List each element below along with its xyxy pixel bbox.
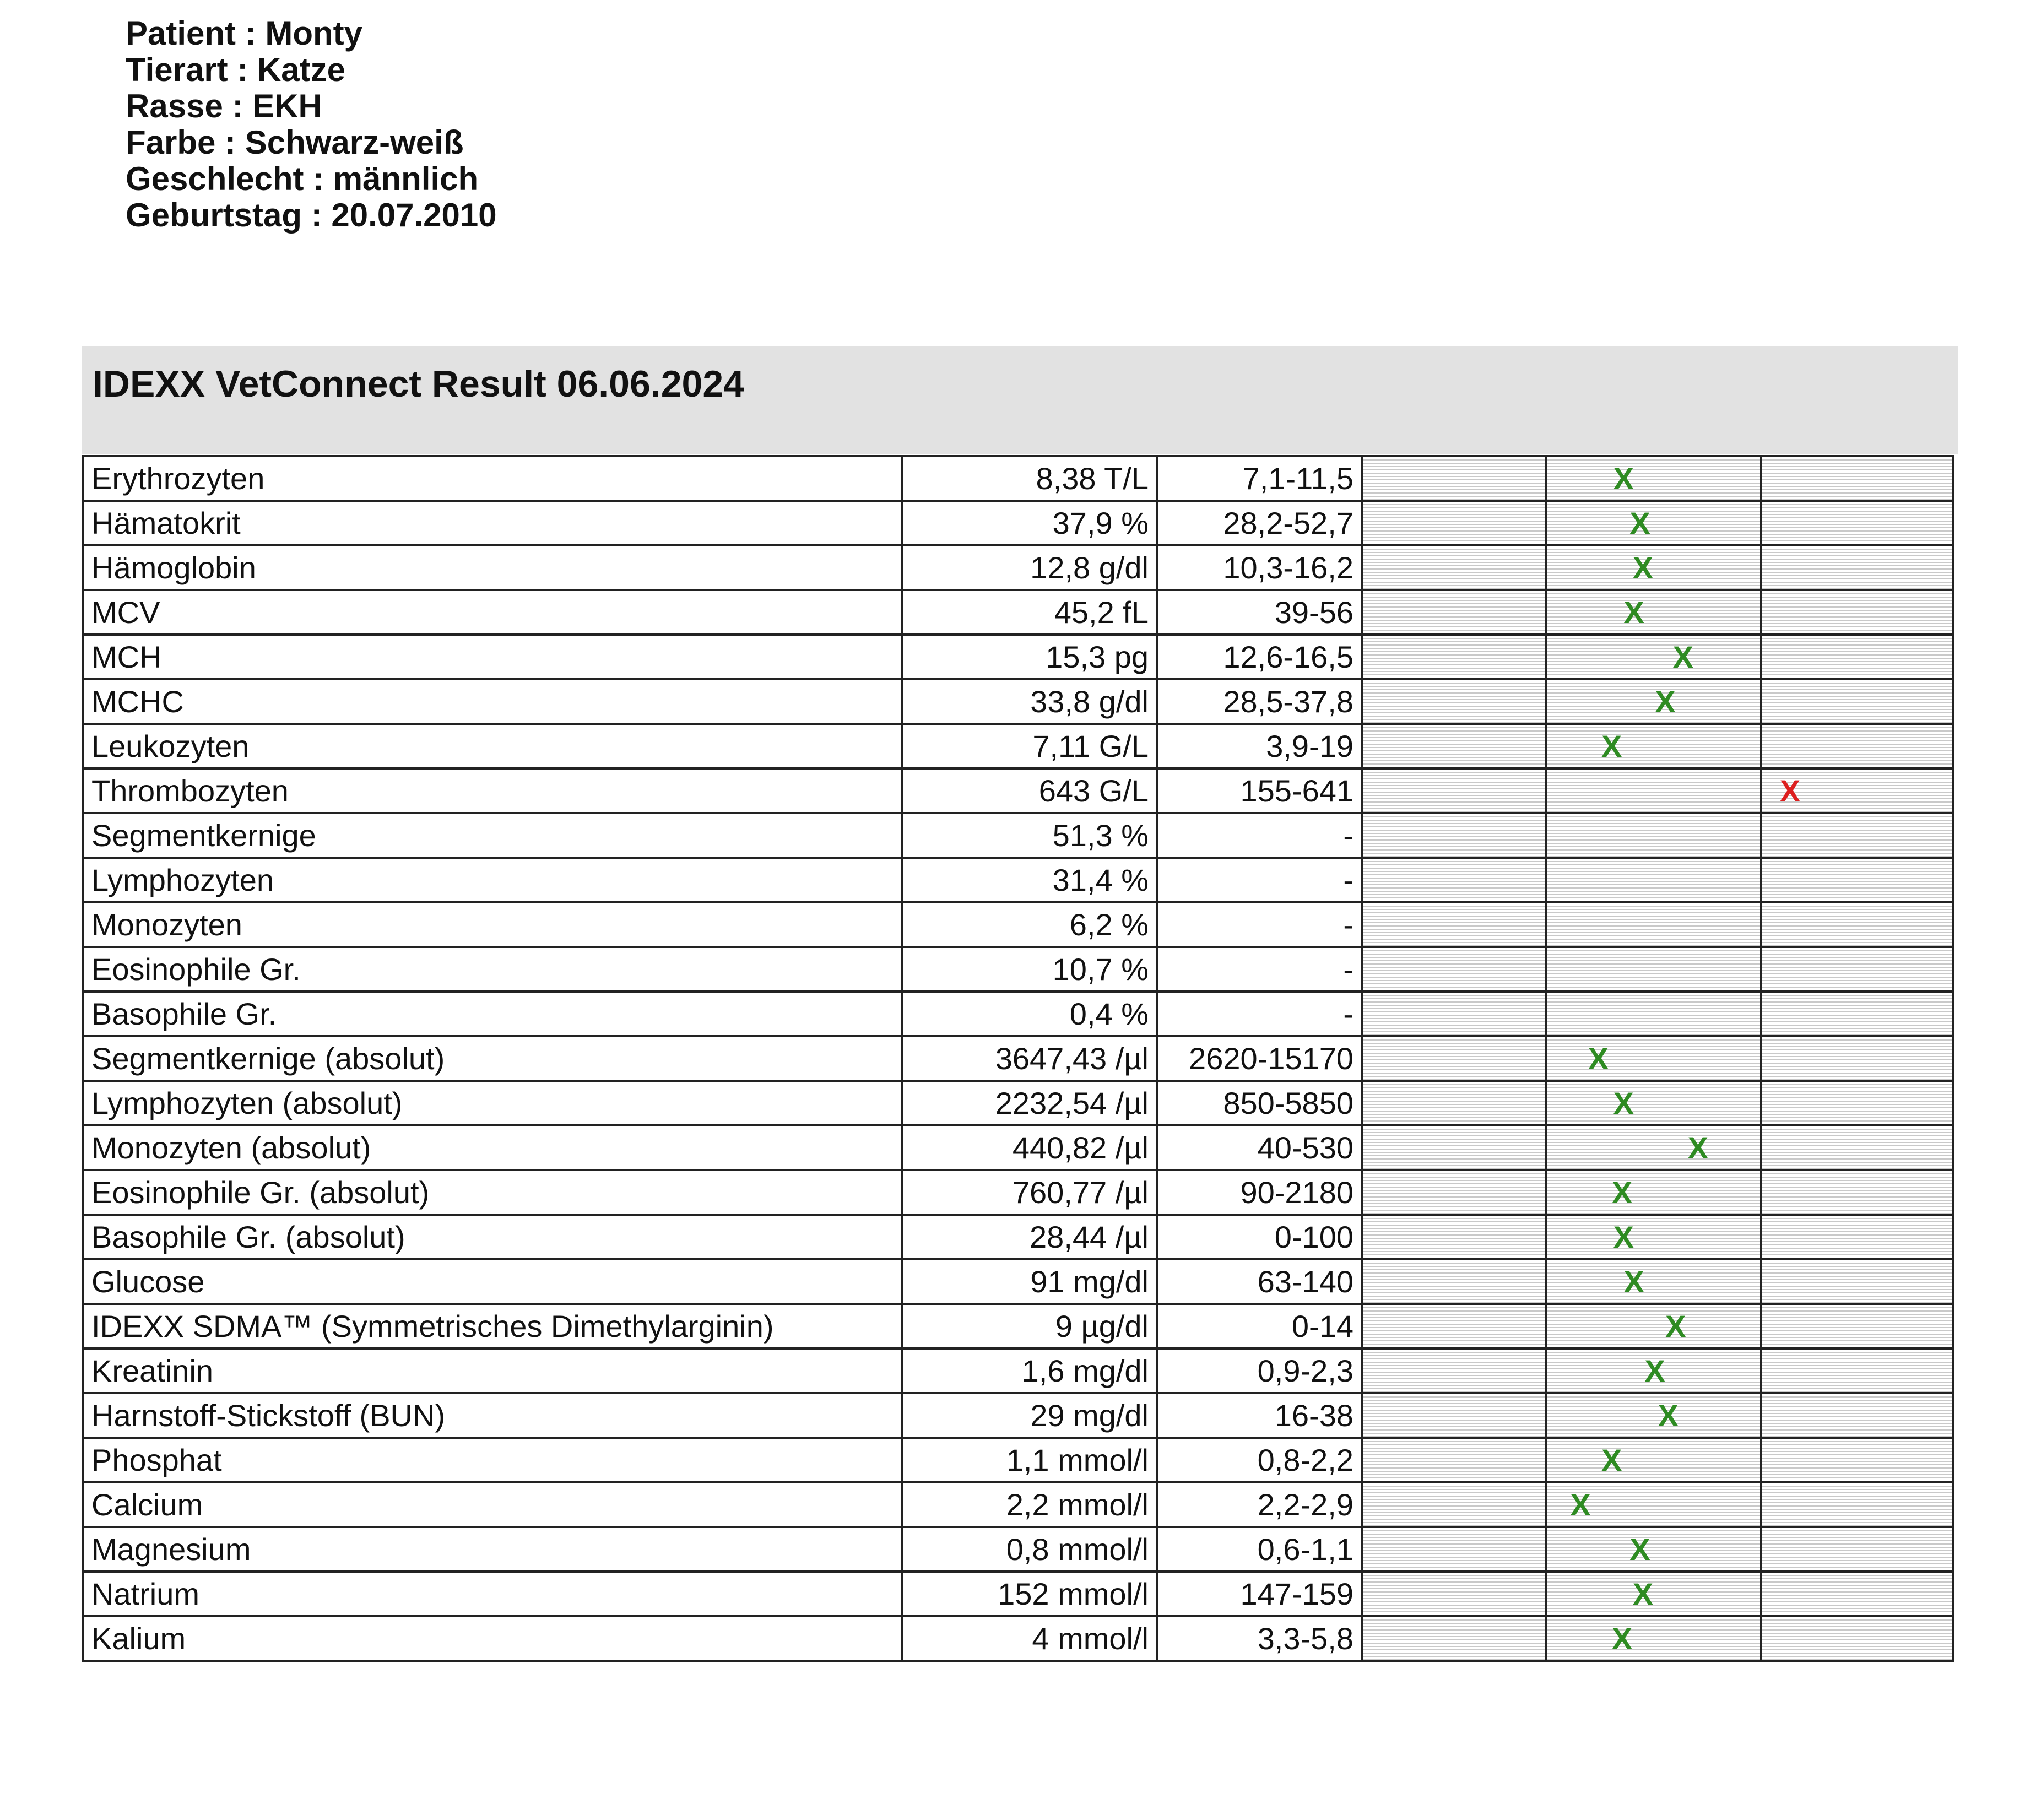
- result-value: 51,3 %: [902, 813, 1157, 858]
- high-zone: [1761, 590, 1953, 635]
- table-row: [83, 1215, 1953, 1259]
- low-zone: [1362, 545, 1546, 590]
- normal-zone: [1546, 1036, 1761, 1081]
- parameter-name: Kalium: [83, 1616, 902, 1661]
- parameter-name: Kreatinin: [83, 1348, 902, 1393]
- normal-zone: [1546, 724, 1761, 768]
- low-zone: [1362, 1616, 1546, 1661]
- table-row: [83, 1482, 1953, 1527]
- normal-mark-icon: X: [1632, 550, 1654, 585]
- normal-mark-icon: X: [1613, 461, 1634, 496]
- reference-range: 39-56: [1157, 590, 1362, 635]
- parameter-name: Thrombozyten: [83, 768, 902, 813]
- normal-zone: [1546, 1081, 1761, 1125]
- normal-zone: [1546, 1438, 1761, 1482]
- reference-range: 0,9-2,3: [1157, 1348, 1362, 1393]
- result-value: 8,38 T/L: [902, 456, 1157, 501]
- patient-line: Geschlecht : männlich: [126, 160, 479, 197]
- normal-mark-icon: X: [1613, 1085, 1634, 1120]
- normal-zone: [1546, 813, 1761, 858]
- high-zone: [1761, 1348, 1953, 1393]
- high-zone: [1761, 1393, 1953, 1438]
- result-value: 9 µg/dl: [902, 1304, 1157, 1348]
- result-value: 152 mmol/l: [902, 1572, 1157, 1616]
- result-value: 37,9 %: [902, 501, 1157, 545]
- parameter-name: Harnstoff-Stickstoff (BUN): [83, 1393, 902, 1438]
- result-value: 7,11 G/L: [902, 724, 1157, 768]
- result-value: 45,2 fL: [902, 590, 1157, 635]
- parameter-name: Magnesium: [83, 1527, 902, 1572]
- table-row: [83, 1304, 1953, 1348]
- normal-zone: [1546, 1170, 1761, 1215]
- high-zone: [1761, 1527, 1953, 1572]
- high-zone: [1761, 1572, 1953, 1616]
- normal-zone: [1546, 1304, 1761, 1348]
- table-row: [83, 1438, 1953, 1482]
- parameter-name: Eosinophile Gr.: [83, 947, 902, 992]
- table-row: [83, 902, 1953, 947]
- table-row: [83, 1125, 1953, 1170]
- table-row: [83, 1348, 1953, 1393]
- low-zone: [1362, 947, 1546, 992]
- normal-mark-icon: X: [1588, 1041, 1609, 1076]
- results-table: [82, 455, 1954, 1662]
- low-zone: [1362, 1036, 1546, 1081]
- result-value: 6,2 %: [902, 902, 1157, 947]
- reference-range: 10,3-16,2: [1157, 545, 1362, 590]
- abnormal-mark-icon: X: [1779, 773, 1801, 808]
- low-zone: [1362, 456, 1546, 501]
- normal-mark-icon: X: [1644, 1353, 1665, 1388]
- table-row: [83, 724, 1953, 768]
- normal-mark-icon: X: [1658, 1398, 1679, 1433]
- result-value: 29 mg/dl: [902, 1393, 1157, 1438]
- reference-range: -: [1157, 902, 1362, 947]
- patient-info: [126, 15, 497, 234]
- patient-line: Patient : Monty: [126, 15, 362, 52]
- result-value: 10,7 %: [902, 947, 1157, 992]
- normal-zone: [1546, 1572, 1761, 1616]
- normal-zone: [1546, 902, 1761, 947]
- parameter-name: Eosinophile Gr. (absolut): [83, 1170, 902, 1215]
- normal-mark-icon: X: [1613, 1219, 1634, 1254]
- report-header: [82, 346, 1958, 454]
- table-row: [83, 501, 1953, 545]
- high-zone: [1761, 501, 1953, 545]
- table-row: [83, 947, 1953, 992]
- reference-range: 16-38: [1157, 1393, 1362, 1438]
- table-row: [83, 992, 1953, 1036]
- low-zone: [1362, 768, 1546, 813]
- parameter-name: Erythrozyten: [83, 456, 902, 501]
- normal-mark-icon: X: [1687, 1130, 1708, 1165]
- high-zone: [1761, 456, 1953, 501]
- reference-range: 40-530: [1157, 1125, 1362, 1170]
- reference-range: 0,6-1,1: [1157, 1527, 1362, 1572]
- reference-range: 0-100: [1157, 1215, 1362, 1259]
- result-value: 31,4 %: [902, 858, 1157, 902]
- high-zone: [1761, 1259, 1953, 1304]
- low-zone: [1362, 590, 1546, 635]
- parameter-name: MCHC: [83, 679, 902, 724]
- reference-range: 2,2-2,9: [1157, 1482, 1362, 1527]
- parameter-name: MCH: [83, 635, 902, 679]
- high-zone: [1761, 813, 1953, 858]
- reference-range: 0-14: [1157, 1304, 1362, 1348]
- reference-range: 28,2-52,7: [1157, 501, 1362, 545]
- result-value: 15,3 pg: [902, 635, 1157, 679]
- patient-line: Farbe : Schwarz-weiß: [126, 124, 464, 161]
- low-zone: [1362, 1125, 1546, 1170]
- normal-mark-icon: X: [1570, 1487, 1591, 1522]
- low-zone: [1362, 858, 1546, 902]
- table-row: [83, 635, 1953, 679]
- reference-range: 3,9-19: [1157, 724, 1362, 768]
- parameter-name: Hämatokrit: [83, 501, 902, 545]
- normal-zone: [1546, 679, 1761, 724]
- high-zone: [1761, 1616, 1953, 1661]
- low-zone: [1362, 1527, 1546, 1572]
- low-zone: [1362, 1259, 1546, 1304]
- normal-mark-icon: X: [1611, 1174, 1633, 1210]
- reference-range: -: [1157, 947, 1362, 992]
- low-zone: [1362, 1438, 1546, 1482]
- result-value: 1,1 mmol/l: [902, 1438, 1157, 1482]
- normal-zone: [1546, 1616, 1761, 1661]
- table-row: [83, 1616, 1953, 1661]
- normal-zone: [1546, 1482, 1761, 1527]
- reference-range: 0,8-2,2: [1157, 1438, 1362, 1482]
- parameter-name: Basophile Gr. (absolut): [83, 1215, 902, 1259]
- reference-range: 147-159: [1157, 1572, 1362, 1616]
- normal-mark-icon: X: [1629, 505, 1650, 540]
- patient-line: Rasse : EKH: [126, 88, 322, 124]
- parameter-name: Monozyten: [83, 902, 902, 947]
- result-value: 440,82 /µl: [902, 1125, 1157, 1170]
- result-value: 33,8 g/dl: [902, 679, 1157, 724]
- low-zone: [1362, 1348, 1546, 1393]
- normal-zone: [1546, 501, 1761, 545]
- normal-zone: [1546, 456, 1761, 501]
- parameter-name: Segmentkernige: [83, 813, 902, 858]
- normal-mark-icon: X: [1672, 639, 1693, 674]
- low-zone: [1362, 635, 1546, 679]
- table-row: [83, 813, 1953, 858]
- normal-mark-icon: X: [1601, 1442, 1622, 1477]
- parameter-name: Hämoglobin: [83, 545, 902, 590]
- result-value: 91 mg/dl: [902, 1259, 1157, 1304]
- high-zone: [1761, 545, 1953, 590]
- low-zone: [1362, 1393, 1546, 1438]
- normal-mark-icon: X: [1632, 1576, 1654, 1611]
- normal-mark-icon: X: [1611, 1621, 1633, 1656]
- normal-zone: [1546, 1259, 1761, 1304]
- parameter-name: Segmentkernige (absolut): [83, 1036, 902, 1081]
- normal-zone: [1546, 1348, 1761, 1393]
- table-row: [83, 590, 1953, 635]
- patient-line: Tierart : Katze: [126, 51, 346, 88]
- low-zone: [1362, 1170, 1546, 1215]
- low-zone: [1362, 1572, 1546, 1616]
- normal-zone: [1546, 1527, 1761, 1572]
- parameter-name: Basophile Gr.: [83, 992, 902, 1036]
- reference-range: -: [1157, 858, 1362, 902]
- low-zone: [1362, 813, 1546, 858]
- parameter-name: Leukozyten: [83, 724, 902, 768]
- normal-zone: [1546, 768, 1761, 813]
- reference-range: -: [1157, 992, 1362, 1036]
- report-title: IDEXX VetConnect Result 06.06.2024: [93, 363, 744, 405]
- result-value: 4 mmol/l: [902, 1616, 1157, 1661]
- result-value: 2,2 mmol/l: [902, 1482, 1157, 1527]
- normal-zone: [1546, 1125, 1761, 1170]
- reference-range: 155-641: [1157, 768, 1362, 813]
- high-zone: [1761, 902, 1953, 947]
- result-value: 12,8 g/dl: [902, 545, 1157, 590]
- result-value: 643 G/L: [902, 768, 1157, 813]
- normal-mark-icon: X: [1601, 728, 1622, 763]
- high-zone: [1761, 1036, 1953, 1081]
- low-zone: [1362, 1081, 1546, 1125]
- result-value: 3647,43 /µl: [902, 1036, 1157, 1081]
- normal-mark-icon: X: [1623, 594, 1644, 630]
- reference-range: 63-140: [1157, 1259, 1362, 1304]
- table-row: [83, 1393, 1953, 1438]
- result-value: 1,6 mg/dl: [902, 1348, 1157, 1393]
- high-zone: [1761, 858, 1953, 902]
- parameter-name: Glucose: [83, 1259, 902, 1304]
- table-row: [83, 1259, 1953, 1304]
- high-zone: [1761, 1081, 1953, 1125]
- low-zone: [1362, 1482, 1546, 1527]
- reference-range: 90-2180: [1157, 1170, 1362, 1215]
- table-row: [83, 1081, 1953, 1125]
- high-zone: [1761, 724, 1953, 768]
- table-row: [83, 1527, 1953, 1572]
- high-zone: [1761, 1438, 1953, 1482]
- table-row: [83, 858, 1953, 902]
- normal-mark-icon: X: [1655, 684, 1676, 719]
- parameter-name: Monozyten (absolut): [83, 1125, 902, 1170]
- high-zone: [1761, 1215, 1953, 1259]
- normal-zone: [1546, 1215, 1761, 1259]
- reference-range: 2620-15170: [1157, 1036, 1362, 1081]
- high-zone: [1761, 679, 1953, 724]
- low-zone: [1362, 679, 1546, 724]
- low-zone: [1362, 1215, 1546, 1259]
- high-zone: [1761, 1304, 1953, 1348]
- normal-zone: [1546, 858, 1761, 902]
- parameter-name: IDEXX SDMA™ (Symmetrisches Dimethylarginin): [83, 1304, 902, 1348]
- reference-range: 7,1-11,5: [1157, 456, 1362, 501]
- normal-zone: [1546, 992, 1761, 1036]
- reference-range: 3,3-5,8: [1157, 1616, 1362, 1661]
- low-zone: [1362, 992, 1546, 1036]
- normal-zone: [1546, 947, 1761, 992]
- normal-zone: [1546, 545, 1761, 590]
- table-row: [83, 1572, 1953, 1616]
- low-zone: [1362, 724, 1546, 768]
- high-zone: [1761, 768, 1953, 813]
- high-zone: [1761, 992, 1953, 1036]
- parameter-name: Phosphat: [83, 1438, 902, 1482]
- normal-mark-icon: X: [1623, 1264, 1644, 1299]
- result-value: 0,4 %: [902, 992, 1157, 1036]
- table-row: [83, 1036, 1953, 1081]
- result-value: 760,77 /µl: [902, 1170, 1157, 1215]
- normal-zone: [1546, 635, 1761, 679]
- low-zone: [1362, 1304, 1546, 1348]
- table-row: [83, 456, 1953, 501]
- table-row: [83, 679, 1953, 724]
- parameter-name: MCV: [83, 590, 902, 635]
- reference-range: 850-5850: [1157, 1081, 1362, 1125]
- high-zone: [1761, 635, 1953, 679]
- result-value: 0,8 mmol/l: [902, 1527, 1157, 1572]
- parameter-name: Lymphozyten (absolut): [83, 1081, 902, 1125]
- high-zone: [1761, 1482, 1953, 1527]
- reference-range: 12,6-16,5: [1157, 635, 1362, 679]
- parameter-name: Natrium: [83, 1572, 902, 1616]
- normal-zone: [1546, 590, 1761, 635]
- normal-mark-icon: X: [1629, 1531, 1650, 1567]
- parameter-name: Lymphozyten: [83, 858, 902, 902]
- normal-zone: [1546, 1393, 1761, 1438]
- reference-range: -: [1157, 813, 1362, 858]
- low-zone: [1362, 501, 1546, 545]
- result-value: 28,44 /µl: [902, 1215, 1157, 1259]
- high-zone: [1761, 947, 1953, 992]
- high-zone: [1761, 1125, 1953, 1170]
- low-zone: [1362, 902, 1546, 947]
- table-row: [83, 768, 1953, 813]
- result-value: 2232,54 /µl: [902, 1081, 1157, 1125]
- high-zone: [1761, 1170, 1953, 1215]
- patient-line: Geburtstag : 20.07.2010: [126, 197, 497, 234]
- table-row: [83, 545, 1953, 590]
- table-row: [83, 1170, 1953, 1215]
- parameter-name: Calcium: [83, 1482, 902, 1527]
- reference-range: 28,5-37,8: [1157, 679, 1362, 724]
- normal-mark-icon: X: [1665, 1308, 1686, 1344]
